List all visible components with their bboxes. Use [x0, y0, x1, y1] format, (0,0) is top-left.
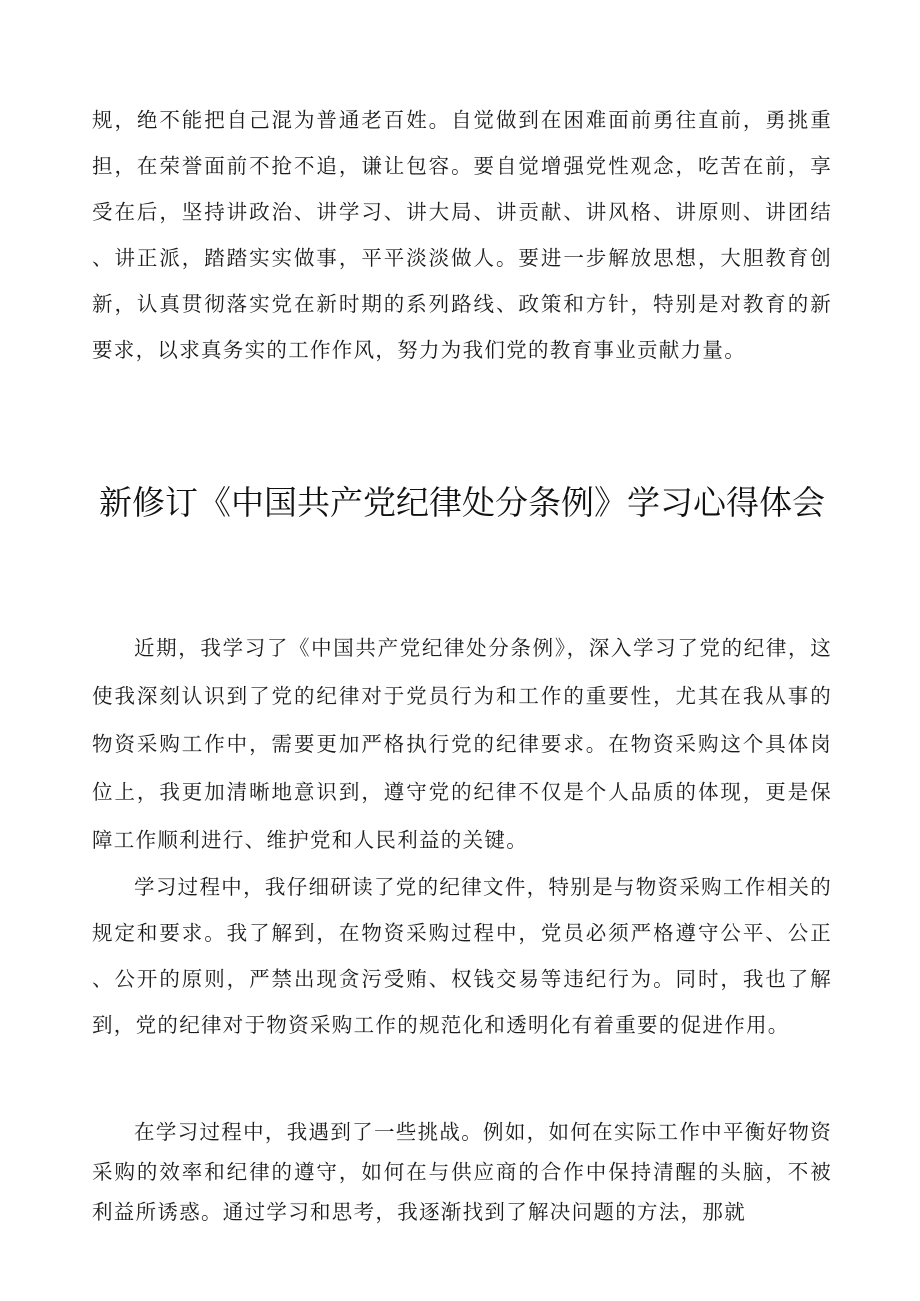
body-paragraph-3: 在学习过程中，我遇到了一些挑战。例如，如何在实际工作中平衡好物资采购的效率和纪律的遵守，如何在与供应商的合作中保持清醒的头脑，不被利益所诱惑。通过学习和思考，我逐渐找到了解决问题的方法，那就: [92, 1120, 832, 1224]
article-title: 新修订《中国共产党纪律处分条例》学习心得体会: [99, 483, 825, 522]
body-paragraph-2: 学习过程中，我仔细研读了党的纪律文件，特别是与物资采购工作相关的规定和要求。我了解到，在物资采购过程中，党员必须严格遵守公平、公正、公开的原则，严禁出现贪污受贿、权钱交易等违纪行为。同时，我也了解到，党的纪律对于物资采购工作的规范化和透明化有着重要的促进作用。: [92, 875, 832, 1037]
intro-continuation-paragraph: 规，绝不能把自己混为普通老百姓。自觉做到在困难面前勇往直前，勇挑重担，在荣誉面前不抢不追，谦让包容。要自觉增强党性观念，吃苦在前，享受在后，坚持讲政治、讲学习、讲大局、讲贡献、讲风格、讲原则、讲团结、讲正派，踏踏实实做事，平平淡淡做人。要进一步解放思想，大胆教育创新，认真贯彻落实党在新时期的系列路线、政策和方针，特别是对教育的新要求，以求真务实的工作作风，努力为我们党的教育事业贡献力量。: [92, 108, 832, 362]
body-paragraph-1: 近期，我学习了《中国共产党纪律处分条例》，深入学习了党的纪律，这使我深刻认识到了党的纪律对于党员行为和工作的重要性，尤其在我从事的物资采购工作中，需要更加严格执行党的纪律要求。在物资采购这个具体岗位上，我更加清晰地意识到，遵守党的纪律不仅是个人品质的体现，更是保障工作顺利进行、维护党和人民利益的关键。: [92, 636, 832, 852]
